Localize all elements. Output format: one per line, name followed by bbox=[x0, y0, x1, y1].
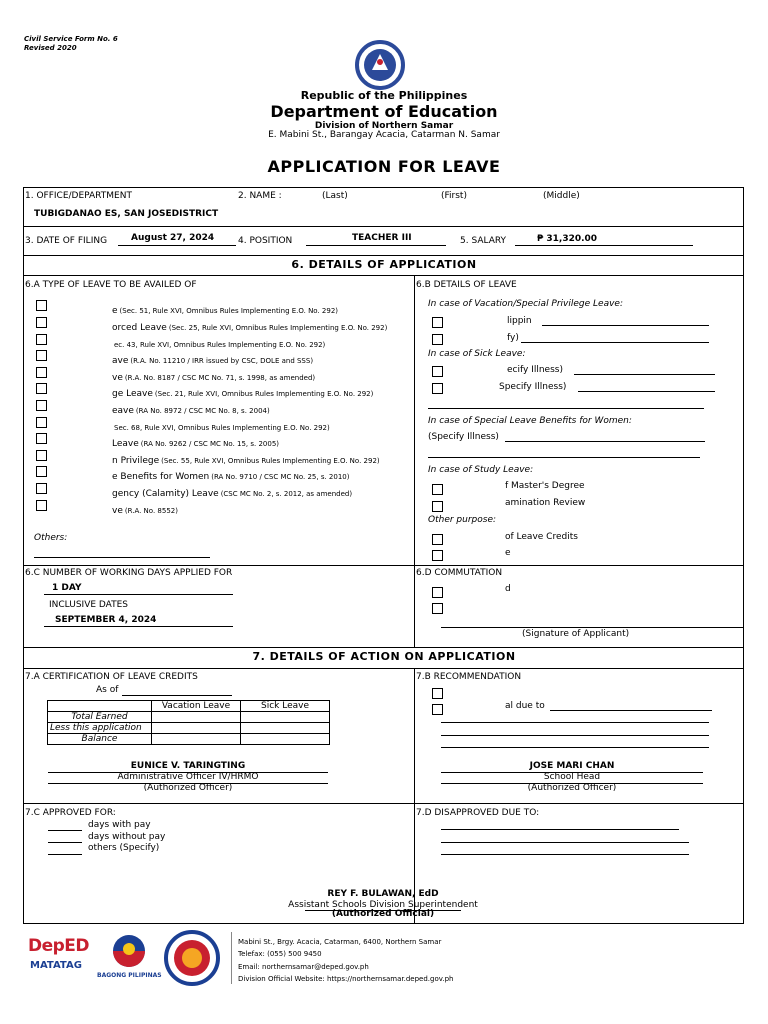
table-header-vacation: Vacation Leave bbox=[152, 701, 241, 712]
approved-item-3: others (Specify) bbox=[88, 843, 160, 853]
leave-type-reference: (Sec. 55, Rule XVI, Omnibus Rules Implementing E.O. No. 292) bbox=[161, 457, 380, 465]
study-bar-review-checkbox[interactable] bbox=[432, 501, 443, 512]
leave-type-checkbox[interactable] bbox=[36, 350, 47, 361]
table-header-sick: Sick Leave bbox=[241, 701, 330, 712]
deped-seal-icon bbox=[352, 40, 408, 90]
vacation-opt-2: fy) bbox=[507, 333, 519, 343]
other-purpose-heading: Other purpose: bbox=[428, 515, 497, 525]
leave-type-checkbox[interactable] bbox=[36, 417, 47, 428]
leave-type-reference: (RA No. 9710 / CSC MC No. 25, s. 2010) bbox=[211, 473, 350, 481]
section-6-title: 6. DETAILS OF APPLICATION bbox=[291, 258, 477, 271]
commutation-requested-checkbox[interactable] bbox=[432, 603, 443, 614]
study-masters-checkbox[interactable] bbox=[432, 484, 443, 495]
leave-type-reference: (R.A. No. 8187 / CSC MC No. 71, s. 1998, as amended) bbox=[124, 374, 316, 382]
leave-type-checkbox[interactable] bbox=[36, 466, 47, 477]
inclusive-dates-label: INCLUSIVE DATES bbox=[49, 600, 129, 610]
head-role: (Authorized Officer) bbox=[527, 783, 617, 793]
form-number: Civil Service Form No. 6 bbox=[24, 35, 118, 43]
women-heading: In case of Special Leave Benefits for Women: bbox=[428, 416, 632, 426]
leave-type-reference: (Sec. 51, Rule XVI, Omnibus Rules Implementing E.O. No. 292) bbox=[119, 307, 339, 315]
middle-label: (Middle) bbox=[543, 191, 580, 201]
leave-type-name: Leave bbox=[112, 439, 139, 449]
leave-type-checkbox[interactable] bbox=[36, 500, 47, 511]
commutation-opt-1: d bbox=[505, 584, 511, 594]
table-cell[interactable] bbox=[241, 712, 330, 723]
terminal-leave-checkbox[interactable] bbox=[432, 550, 443, 561]
as-of-label: As of bbox=[96, 685, 119, 695]
leave-details-heading: 6.B DETAILS OF LEAVE bbox=[416, 280, 517, 290]
study-opt-2: amination Review bbox=[505, 498, 586, 508]
inclusive-dates-value[interactable]: SEPTEMBER 4, 2024 bbox=[55, 615, 157, 625]
leave-type-reference: (R.A. No. 8552) bbox=[124, 507, 178, 515]
leave-type-checkbox[interactable] bbox=[36, 300, 47, 311]
recommend-disapproval-checkbox[interactable] bbox=[432, 704, 443, 715]
leave-type-checkbox[interactable] bbox=[36, 317, 47, 328]
republic-text: Republic of the Philippines bbox=[300, 89, 468, 102]
approved-for-heading: 7.C APPROVED FOR: bbox=[25, 808, 116, 818]
division-address: E. Mabini St., Barangay Acacia, Catarman N. Samar bbox=[268, 130, 500, 140]
vacation-opt-1: lippin bbox=[507, 316, 532, 326]
study-opt-1: f Master's Degree bbox=[505, 481, 585, 491]
others-label: Others: bbox=[34, 533, 68, 543]
officer-title: Administrative Officer IV/HRMO bbox=[117, 772, 259, 782]
leave-type-checkbox[interactable] bbox=[36, 433, 47, 444]
approved-item-2: days without pay bbox=[88, 832, 166, 842]
section-7-title: 7. DETAILS OF ACTION ON APPLICATION bbox=[252, 650, 516, 663]
sick-heading: In case of Sick Leave: bbox=[428, 349, 526, 359]
disapproval-label: al due to bbox=[505, 701, 545, 711]
sick-opt-2: Specify Illness) bbox=[499, 382, 567, 392]
recommendation-heading: 7.B RECOMMENDATION bbox=[416, 672, 522, 682]
sick-hospital-checkbox[interactable] bbox=[432, 366, 443, 377]
leave-type-checkbox[interactable] bbox=[36, 367, 47, 378]
leave-type-item bbox=[112, 498, 178, 517]
monetization-checkbox[interactable] bbox=[432, 534, 443, 545]
leave-type-name: ave bbox=[112, 356, 129, 366]
table-header-blank bbox=[48, 701, 152, 712]
signature-line[interactable] bbox=[441, 627, 744, 628]
leave-type-checkbox[interactable] bbox=[36, 334, 47, 345]
first-label: (First) bbox=[441, 191, 467, 201]
date-filing-label: 3. DATE OF FILING bbox=[25, 236, 108, 246]
division-seal-icon bbox=[162, 930, 222, 986]
office-label: 1. OFFICE/DEPARTMENT bbox=[25, 191, 132, 201]
leave-type-checkbox[interactable] bbox=[36, 450, 47, 461]
date-filing-value[interactable]: August 27, 2024 bbox=[131, 233, 215, 243]
leave-type-reference: Sec. 68, Rule XVI, Omnibus Rules Implementing E.O. No. 292) bbox=[114, 424, 330, 432]
final-approver-name: REY F. BULAWAN, EdD bbox=[327, 889, 439, 899]
final-approver-title: Assistant Schools Division Superintendent bbox=[288, 900, 478, 910]
leave-type-checkbox[interactable] bbox=[36, 400, 47, 411]
name-label: 2. NAME : bbox=[238, 191, 282, 201]
table-cell[interactable] bbox=[152, 723, 241, 734]
division-name: Division of Northern Samar bbox=[314, 121, 454, 131]
bagong-pilipinas-text: BAGONG PILIPINAS bbox=[97, 972, 162, 979]
sick-opt-1: ecify Illness) bbox=[507, 365, 563, 375]
position-label: 4. POSITION bbox=[238, 236, 293, 246]
position-value[interactable]: TEACHER III bbox=[352, 233, 412, 243]
leave-type-reference: (RA No. 9262 / CSC MC No. 15, s. 2005) bbox=[140, 440, 280, 448]
leave-type-reference: (RA No. 8972 / CSC MC No. 8, s. 2004) bbox=[135, 407, 270, 415]
footer-address: Mabini St., Brgy. Acacia, Catarman, 6400, Northern Samar bbox=[238, 938, 442, 946]
office-value[interactable]: TUBIGDANAO ES, SAN JOSEDISTRICT bbox=[34, 209, 219, 219]
other-opt-2: e bbox=[505, 548, 511, 558]
leave-type-heading: 6.A TYPE OF LEAVE TO BE AVAILED OF bbox=[25, 280, 197, 290]
leave-type-name: e bbox=[112, 306, 118, 316]
footer-website: Division Official Website: https://northernsamar.deped.gov.ph bbox=[238, 975, 454, 983]
disapproved-heading: 7.D DISAPPROVED DUE TO: bbox=[416, 808, 540, 818]
certification-heading: 7.A CERTIFICATION OF LEAVE CREDITS bbox=[25, 672, 198, 682]
table-row-total-earned: Total Earned bbox=[48, 712, 152, 723]
leave-type-name: e Benefits for Women bbox=[112, 472, 210, 482]
table-row-balance: Balance bbox=[48, 734, 152, 745]
footer-telefax: Telefax: (055) 500 9450 bbox=[238, 950, 322, 958]
leave-type-name: eave bbox=[112, 406, 134, 416]
sick-outpatient-checkbox[interactable] bbox=[432, 383, 443, 394]
signature-label: (Signature of Applicant) bbox=[522, 629, 630, 639]
leave-type-reference: ec. 43, Rule XVI, Omnibus Rules Implementing E.O. No. 292) bbox=[114, 341, 326, 349]
women-opt: (Specify Illness) bbox=[428, 432, 499, 442]
leave-type-name: ge Leave bbox=[112, 389, 153, 399]
table-cell[interactable] bbox=[152, 734, 241, 745]
bagong-pilipinas-logo-icon bbox=[104, 931, 154, 971]
final-approver-role: (Authorized Official) bbox=[331, 909, 435, 919]
leave-type-reference: (Sec. 21, Rule XVI, Omnibus Rules Implementing E.O. No. 292) bbox=[154, 390, 374, 398]
leave-type-name: n Privilege bbox=[112, 456, 160, 466]
table-cell[interactable] bbox=[152, 712, 241, 723]
other-opt-1: of Leave Credits bbox=[505, 532, 578, 542]
recommend-approval-checkbox[interactable] bbox=[432, 688, 443, 699]
leave-type-name: ve bbox=[112, 373, 123, 383]
leave-type-checkbox[interactable] bbox=[36, 483, 47, 494]
salary-value[interactable]: ₱ 31,320.00 bbox=[537, 234, 598, 244]
department-title: Department of Education bbox=[270, 102, 498, 121]
matatag-logo-text: MATATAG bbox=[30, 960, 82, 971]
head-title: School Head bbox=[543, 772, 601, 782]
study-heading: In case of Study Leave: bbox=[428, 465, 534, 475]
footer-email: Email: northernsamar@deped.gov.ph bbox=[238, 963, 369, 971]
vacation-heading: In case of Vacation/Special Privilege Leave: bbox=[428, 299, 623, 309]
leave-type-name: gency (Calamity) Leave bbox=[112, 489, 219, 499]
officer-role: (Authorized Officer) bbox=[143, 783, 233, 793]
salary-label: 5. SALARY bbox=[460, 236, 507, 246]
form-revision: Revised 2020 bbox=[24, 44, 77, 52]
deped-logo-text: DepED bbox=[28, 936, 90, 956]
working-days-heading: 6.C NUMBER OF WORKING DAYS APPLIED FOR bbox=[25, 568, 233, 578]
page-title: APPLICATION FOR LEAVE bbox=[267, 157, 501, 176]
leave-credits-table bbox=[47, 700, 330, 745]
leave-type-name: orced Leave bbox=[112, 323, 167, 333]
table-cell[interactable] bbox=[241, 734, 330, 745]
commutation-not-requested-checkbox[interactable] bbox=[432, 587, 443, 598]
last-label: (Last) bbox=[322, 191, 348, 201]
approved-item-1: days with pay bbox=[88, 820, 151, 830]
table-cell[interactable] bbox=[241, 723, 330, 734]
working-days-value[interactable]: 1 DAY bbox=[52, 583, 82, 593]
others-line[interactable] bbox=[34, 557, 210, 558]
vacation-abroad-checkbox[interactable] bbox=[432, 334, 443, 345]
leave-type-reference: (Sec. 25, Rule XVI, Omnibus Rules Implementing E.O. No. 292) bbox=[168, 324, 388, 332]
leave-type-name: ve bbox=[112, 506, 123, 516]
vacation-within-checkbox[interactable] bbox=[432, 317, 443, 328]
leave-type-checkbox[interactable] bbox=[36, 383, 47, 394]
commutation-heading: 6.D COMMUTATION bbox=[416, 568, 503, 578]
table-row-less-application: Less this application bbox=[48, 723, 152, 734]
leave-type-reference: (R.A. No. 11210 / IRR issued by CSC, DOLE and SSS) bbox=[130, 357, 314, 365]
leave-type-reference: (CSC MC No. 2, s. 2012, as amended) bbox=[220, 490, 353, 498]
officer-name: EUNICE V. TARINGTING bbox=[130, 761, 246, 771]
head-name: JOSE MARI CHAN bbox=[529, 761, 615, 771]
